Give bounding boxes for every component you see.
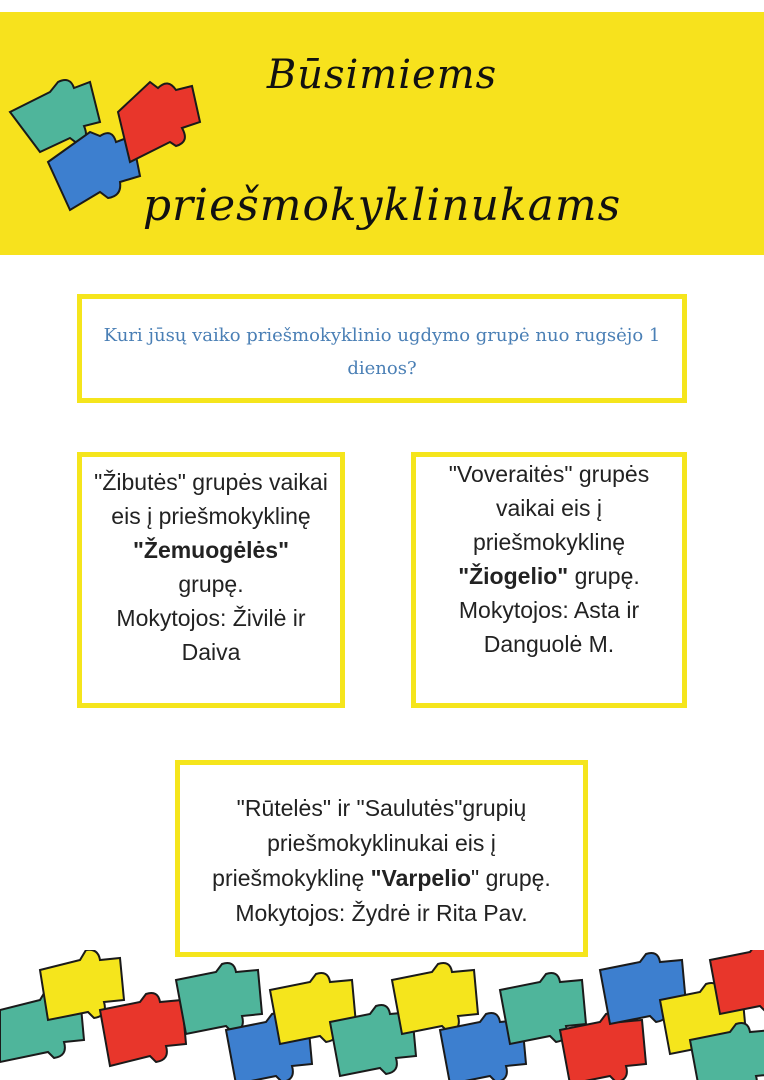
group-suffix: grupę. bbox=[574, 563, 640, 589]
group-text bbox=[426, 457, 672, 661]
group-suffix: grupę. bbox=[178, 571, 244, 597]
group-intro: "Voveraitės" grupės vaikai eis į priešmokyklinę bbox=[448, 461, 650, 555]
group-teachers: Mokytojos: Živilė ir Daiva bbox=[116, 605, 306, 665]
group-text bbox=[188, 791, 575, 931]
question-box bbox=[77, 294, 687, 403]
group-suffix: " grupę. bbox=[471, 865, 551, 891]
group-text bbox=[92, 465, 330, 669]
group-intro: "Rūtelės" ir "Saulutės"grupių priešmokyklinukai eis į priešmokyklinę bbox=[212, 795, 527, 891]
group-name: "Žiogelio" bbox=[458, 563, 569, 589]
group-box-voveraites bbox=[411, 452, 687, 708]
group-intro: "Žibutės" grupės vaikai eis į priešmokyklinę bbox=[94, 469, 328, 529]
group-name: "Žemuogėlės" bbox=[132, 537, 289, 563]
puzzle-border-icon bbox=[0, 950, 764, 1080]
group-name: "Varpelio bbox=[370, 865, 472, 891]
title-banner bbox=[0, 12, 764, 255]
group-teachers: Mokytojos: Asta ir Danguolė M. bbox=[458, 597, 640, 657]
group-box-ruteles-saulutes bbox=[175, 760, 588, 957]
group-box-zibutes bbox=[77, 452, 345, 708]
title-line-2: priešmokyklinukams bbox=[142, 180, 622, 231]
question-text: Kuri jūsų vaiko priešmokyklinio ugdymo grupė nuo rugsėjo 1 dienos? bbox=[103, 325, 661, 379]
group-teachers: Mokytojos: Žydrė ir Rita Pav. bbox=[235, 900, 528, 926]
title-line-1: Būsimiems bbox=[266, 52, 498, 98]
